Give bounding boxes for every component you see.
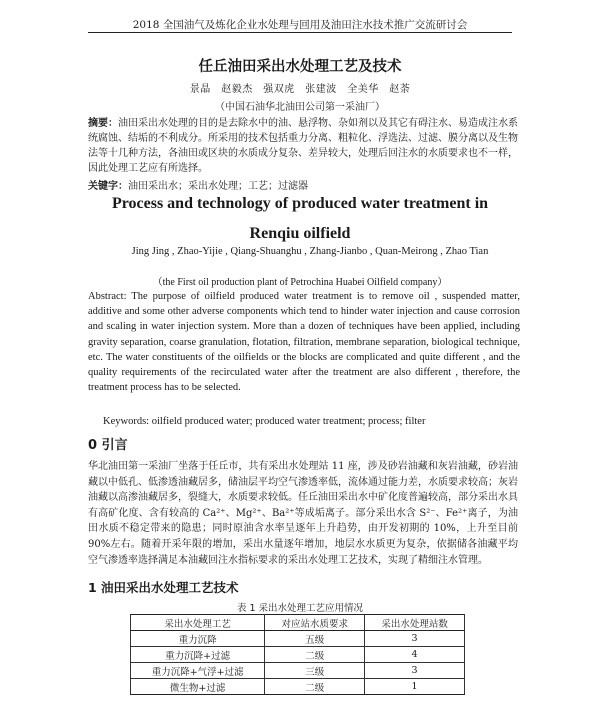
english-affiliation: （the First oil production plant of Petrochina Huabei Oilfield company） [152, 277, 448, 288]
english-abstract: Abstract: The purpose of oilfield produced water treatment is to remove oil , suspended matter, additive and some other adverse components which tend to hinder water injection and cause corrosion and scaling in water injection system. More than a dozen of techniques have been applied, including gravity separation, coarse granulation, flotation, filtration, membrane separation, biological technique, etc. The water constituents of the oilfields or the blocks are complicated and quite different , and the quality requirements of the recirculated water after the treatment are also different , therefore, the treatment process has to be selected. [88, 291, 520, 394]
table-cell: 4 [365, 647, 465, 663]
table-header-cell: 对应站水质要求 [265, 615, 365, 631]
process-table [130, 614, 465, 695]
chinese-abstract-label: 摘要： [88, 118, 118, 129]
chinese-affiliation: （中国石油华北油田公司第一采油厂） [215, 102, 385, 113]
table-cell: 重力沉降 [131, 631, 265, 647]
table-cell: 重力沉降+气浮+过滤 [131, 663, 265, 679]
english-authors: Jing Jing , Zhao-Yijie , Qiang-Shuanghu , Zhang-Jianbo , Quan-Meirong , Zhao Tian [131, 246, 489, 257]
english-title-line2: Renqiu oilfield [249, 225, 351, 242]
table-header-row [131, 615, 465, 631]
table-header-cell: 采出水处理站数 [365, 615, 465, 631]
section-heading-1: 1 油田采出水处理工艺技术 [88, 580, 239, 595]
table-header-cell: 采出水处理工艺 [131, 615, 265, 631]
section-heading-intro: 0 引言 [88, 438, 128, 453]
table-cell: 五级 [265, 631, 365, 647]
english-title-line1: Process and technology of produced water treatment in [111, 195, 489, 212]
chinese-abstract-text: 油田采出水处理的目的是去除水中的油、悬浮物、杂如剂以及其它有碍注水、易造成注水系统腐蚀、结垢的不利成分。所采用的技术包括重力分离、粗粒化、浮选法、过滤、膜分离以及生物法等十几种方法，各油田或区块的水质成分复杂、差异较大，处理后回注水的水质要求也不一样，因此处理工艺应有所选择。 [88, 118, 518, 174]
table-cell: 二级 [265, 647, 365, 663]
table-row [131, 647, 465, 663]
english-keywords: Keywords: oilfield produced water; produced water treatment; process; filter [103, 416, 426, 427]
running-header [88, 18, 512, 40]
table-row [131, 631, 465, 647]
chinese-authors: 景晶 赵毅杰 强双虎 张建波 全美华 赵荼 [189, 84, 411, 95]
chinese-keywords-label: 关键字： [88, 181, 128, 192]
table-cell: 三级 [265, 663, 365, 679]
table-caption: 表 1 采出水处理工艺应用情况 [236, 603, 364, 614]
table-cell: 3 [365, 631, 465, 647]
table-cell: 1 [365, 679, 465, 695]
table-row [131, 663, 465, 679]
chinese-keywords-text: 油田采出水；采出水处理；工艺；过滤器 [128, 181, 308, 192]
chinese-keywords [88, 177, 518, 192]
table-cell: 3 [365, 663, 465, 679]
table-cell: 重力沉降+过滤 [131, 647, 265, 663]
chinese-title: 任丘油田采出水处理工艺及技术 [198, 59, 402, 75]
table-cell: 二级 [265, 679, 365, 695]
chinese-abstract [88, 116, 518, 176]
intro-paragraph: 华北油田第一采油厂坐落于任丘市，共有采出水处理站 11 座，涉及砂岩油藏和灰岩油藏，砂岩油藏以中低孔、低渗透油藏居多，储油层平均空气渗透率低，流体通过能力差，水质要求较高；灰岩油藏以高渗油藏居多，裂缝大，水质要求较低。任丘油田采出水中矿化度普遍较高，部分采出水具有高矿化度、含有较高的 Ca²⁺、Mg²⁺、Ba²⁺等成垢离子。部分采出水含 S²⁻、Fe²⁺离子，为油田水质不稳定带来的隐患；同时原油含水率呈逐年上升趋势，由开发初期的 10%，上升至目前 90%左右。随着开采年限的增加，采出水量逐年增加，地层水水质更为复杂，依据储各油藏平均空气渗透率选择满足本油藏回注水指标要求的采出水处理工艺技术，实现了精细注水管理。 [88, 461, 518, 566]
table-cell: 微生物+过滤 [131, 679, 265, 695]
table-row [131, 679, 465, 695]
running-header-text: 2018 全国油气及炼化企业水处理与回用及油田注水技术推广交流研讨会 [127, 18, 474, 32]
header-rule [88, 32, 512, 33]
